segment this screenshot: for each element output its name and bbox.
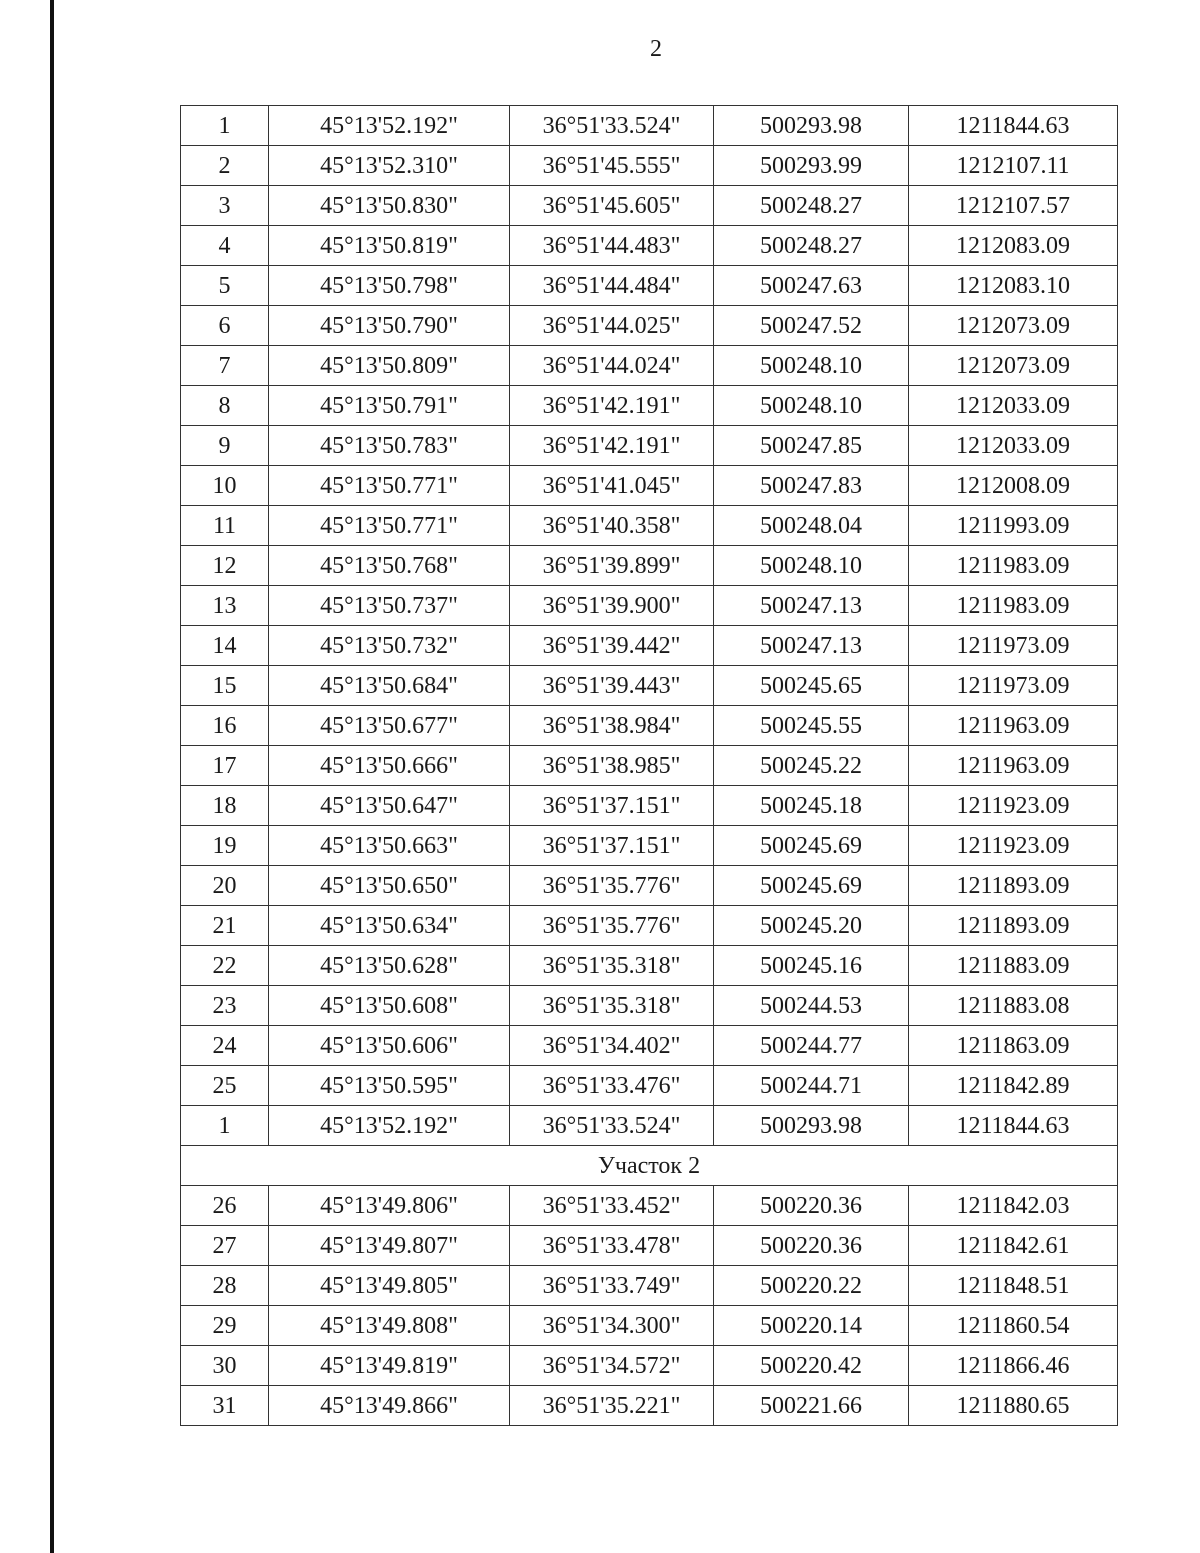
latitude-cell: 45°13'50.666" [269,746,510,786]
y-coordinate-cell: 1211844.63 [909,1106,1118,1146]
latitude-cell: 45°13'50.790" [269,306,510,346]
table-row [181,386,1118,426]
latitude-cell: 45°13'52.192" [269,106,510,146]
coordinates-table-body [181,106,1118,1426]
table-row [181,1026,1118,1066]
point-number-cell: 27 [181,1226,269,1266]
point-number-cell: 26 [181,1186,269,1226]
y-coordinate-cell: 1212033.09 [909,386,1118,426]
table-row [181,306,1118,346]
y-coordinate-cell: 1211963.09 [909,706,1118,746]
longitude-cell: 36°51'34.402" [510,1026,714,1066]
x-coordinate-cell: 500248.10 [714,546,909,586]
x-coordinate-cell: 500245.65 [714,666,909,706]
y-coordinate-cell: 1212107.11 [909,146,1118,186]
point-number-cell: 13 [181,586,269,626]
page-left-edge [50,0,54,1553]
page-number: 2 [650,36,662,62]
y-coordinate-cell: 1211973.09 [909,666,1118,706]
x-coordinate-cell: 500245.69 [714,826,909,866]
longitude-cell: 36°51'33.749" [510,1266,714,1306]
table-row [181,786,1118,826]
longitude-cell: 36°51'45.605" [510,186,714,226]
x-coordinate-cell: 500244.71 [714,1066,909,1106]
table-row [181,706,1118,746]
y-coordinate-cell: 1211973.09 [909,626,1118,666]
y-coordinate-cell: 1212033.09 [909,426,1118,466]
latitude-cell: 45°13'50.768" [269,546,510,586]
y-coordinate-cell: 1211842.03 [909,1186,1118,1226]
longitude-cell: 36°51'34.572" [510,1346,714,1386]
point-number-cell: 17 [181,746,269,786]
latitude-cell: 45°13'49.805" [269,1266,510,1306]
x-coordinate-cell: 500247.13 [714,586,909,626]
point-number-cell: 21 [181,906,269,946]
longitude-cell: 36°51'38.985" [510,746,714,786]
longitude-cell: 36°51'33.476" [510,1066,714,1106]
table-row [181,906,1118,946]
table-row [181,1226,1118,1266]
x-coordinate-cell: 500247.85 [714,426,909,466]
latitude-cell: 45°13'50.798" [269,266,510,306]
point-number-cell: 9 [181,426,269,466]
y-coordinate-cell: 1211866.46 [909,1346,1118,1386]
x-coordinate-cell: 500244.77 [714,1026,909,1066]
point-number-cell: 1 [181,106,269,146]
longitude-cell: 36°51'35.776" [510,866,714,906]
latitude-cell: 45°13'50.628" [269,946,510,986]
longitude-cell: 36°51'40.358" [510,506,714,546]
longitude-cell: 36°51'39.899" [510,546,714,586]
x-coordinate-cell: 500245.69 [714,866,909,906]
table-row [181,1266,1118,1306]
point-number-cell: 29 [181,1306,269,1346]
x-coordinate-cell: 500245.20 [714,906,909,946]
y-coordinate-cell: 1211963.09 [909,746,1118,786]
latitude-cell: 45°13'52.310" [269,146,510,186]
y-coordinate-cell: 1211842.61 [909,1226,1118,1266]
point-number-cell: 18 [181,786,269,826]
longitude-cell: 36°51'34.300" [510,1306,714,1346]
longitude-cell: 36°51'35.776" [510,906,714,946]
latitude-cell: 45°13'50.732" [269,626,510,666]
y-coordinate-cell: 1211893.09 [909,866,1118,906]
latitude-cell: 45°13'50.771" [269,506,510,546]
point-number-cell: 23 [181,986,269,1026]
point-number-cell: 11 [181,506,269,546]
longitude-cell: 36°51'35.318" [510,946,714,986]
point-number-cell: 5 [181,266,269,306]
table-row [181,1346,1118,1386]
table-row [181,1306,1118,1346]
latitude-cell: 45°13'50.783" [269,426,510,466]
x-coordinate-cell: 500220.14 [714,1306,909,1346]
longitude-cell: 36°51'33.452" [510,1186,714,1226]
x-coordinate-cell: 500220.42 [714,1346,909,1386]
x-coordinate-cell: 500293.99 [714,146,909,186]
point-number-cell: 1 [181,1106,269,1146]
table-row [181,826,1118,866]
table-row [181,186,1118,226]
point-number-cell: 15 [181,666,269,706]
latitude-cell: 45°13'50.830" [269,186,510,226]
table-row [181,546,1118,586]
point-number-cell: 4 [181,226,269,266]
latitude-cell: 45°13'49.806" [269,1186,510,1226]
x-coordinate-cell: 500245.16 [714,946,909,986]
point-number-cell: 7 [181,346,269,386]
x-coordinate-cell: 500244.53 [714,986,909,1026]
x-coordinate-cell: 500220.36 [714,1186,909,1226]
x-coordinate-cell: 500248.27 [714,186,909,226]
longitude-cell: 36°51'35.221" [510,1386,714,1426]
table-row [181,346,1118,386]
longitude-cell: 36°51'33.524" [510,106,714,146]
latitude-cell: 45°13'52.192" [269,1106,510,1146]
latitude-cell: 45°13'50.608" [269,986,510,1026]
x-coordinate-cell: 500220.22 [714,1266,909,1306]
coordinates-table [180,105,1118,1426]
x-coordinate-cell: 500247.52 [714,306,909,346]
longitude-cell: 36°51'42.191" [510,386,714,426]
table-row [181,266,1118,306]
latitude-cell: 45°13'50.595" [269,1066,510,1106]
latitude-cell: 45°13'50.684" [269,666,510,706]
x-coordinate-cell: 500247.13 [714,626,909,666]
point-number-cell: 3 [181,186,269,226]
longitude-cell: 36°51'39.900" [510,586,714,626]
table-row [181,986,1118,1026]
point-number-cell: 31 [181,1386,269,1426]
latitude-cell: 45°13'50.737" [269,586,510,626]
table-row [181,1186,1118,1226]
x-coordinate-cell: 500245.22 [714,746,909,786]
x-coordinate-cell: 500248.10 [714,346,909,386]
table-row [181,1106,1118,1146]
x-coordinate-cell: 500221.66 [714,1386,909,1426]
latitude-cell: 45°13'49.808" [269,1306,510,1346]
y-coordinate-cell: 1211983.09 [909,546,1118,586]
y-coordinate-cell: 1212073.09 [909,346,1118,386]
point-number-cell: 30 [181,1346,269,1386]
y-coordinate-cell: 1212107.57 [909,186,1118,226]
longitude-cell: 36°51'39.442" [510,626,714,666]
y-coordinate-cell: 1211848.51 [909,1266,1118,1306]
longitude-cell: 36°51'38.984" [510,706,714,746]
table-row [181,586,1118,626]
x-coordinate-cell: 500248.10 [714,386,909,426]
y-coordinate-cell: 1212083.10 [909,266,1118,306]
y-coordinate-cell: 1211860.54 [909,1306,1118,1346]
latitude-cell: 45°13'50.771" [269,466,510,506]
y-coordinate-cell: 1211842.89 [909,1066,1118,1106]
latitude-cell: 45°13'50.819" [269,226,510,266]
longitude-cell: 36°51'35.318" [510,986,714,1026]
point-number-cell: 20 [181,866,269,906]
longitude-cell: 36°51'33.478" [510,1226,714,1266]
table-row [181,946,1118,986]
section-label: Участок 2 [181,1146,1118,1186]
x-coordinate-cell: 500220.36 [714,1226,909,1266]
longitude-cell: 36°51'37.151" [510,786,714,826]
latitude-cell: 45°13'50.791" [269,386,510,426]
y-coordinate-cell: 1212008.09 [909,466,1118,506]
table-row [181,466,1118,506]
latitude-cell: 45°13'50.650" [269,866,510,906]
longitude-cell: 36°51'42.191" [510,426,714,466]
point-number-cell: 6 [181,306,269,346]
longitude-cell: 36°51'44.483" [510,226,714,266]
x-coordinate-cell: 500248.04 [714,506,909,546]
latitude-cell: 45°13'50.663" [269,826,510,866]
y-coordinate-cell: 1211883.09 [909,946,1118,986]
point-number-cell: 14 [181,626,269,666]
longitude-cell: 36°51'41.045" [510,466,714,506]
x-coordinate-cell: 500247.63 [714,266,909,306]
latitude-cell: 45°13'49.866" [269,1386,510,1426]
y-coordinate-cell: 1212083.09 [909,226,1118,266]
point-number-cell: 2 [181,146,269,186]
point-number-cell: 28 [181,1266,269,1306]
latitude-cell: 45°13'50.809" [269,346,510,386]
y-coordinate-cell: 1211844.63 [909,106,1118,146]
table-row [181,666,1118,706]
latitude-cell: 45°13'50.647" [269,786,510,826]
latitude-cell: 45°13'50.606" [269,1026,510,1066]
y-coordinate-cell: 1211893.09 [909,906,1118,946]
table-row [181,866,1118,906]
longitude-cell: 36°51'37.151" [510,826,714,866]
point-number-cell: 25 [181,1066,269,1106]
table-row [181,1066,1118,1106]
section-row [181,1146,1118,1186]
x-coordinate-cell: 500247.83 [714,466,909,506]
longitude-cell: 36°51'33.524" [510,1106,714,1146]
point-number-cell: 16 [181,706,269,746]
x-coordinate-cell: 500245.18 [714,786,909,826]
table-row [181,146,1118,186]
longitude-cell: 36°51'44.484" [510,266,714,306]
y-coordinate-cell: 1211983.09 [909,586,1118,626]
table-row [181,426,1118,466]
point-number-cell: 19 [181,826,269,866]
point-number-cell: 8 [181,386,269,426]
latitude-cell: 45°13'49.807" [269,1226,510,1266]
latitude-cell: 45°13'50.677" [269,706,510,746]
longitude-cell: 36°51'39.443" [510,666,714,706]
point-number-cell: 10 [181,466,269,506]
table-row [181,106,1118,146]
longitude-cell: 36°51'45.555" [510,146,714,186]
point-number-cell: 12 [181,546,269,586]
y-coordinate-cell: 1211863.09 [909,1026,1118,1066]
y-coordinate-cell: 1211880.65 [909,1386,1118,1426]
y-coordinate-cell: 1212073.09 [909,306,1118,346]
x-coordinate-cell: 500293.98 [714,1106,909,1146]
y-coordinate-cell: 1211923.09 [909,826,1118,866]
table-row [181,226,1118,266]
longitude-cell: 36°51'44.024" [510,346,714,386]
table-row [181,506,1118,546]
latitude-cell: 45°13'50.634" [269,906,510,946]
y-coordinate-cell: 1211993.09 [909,506,1118,546]
point-number-cell: 24 [181,1026,269,1066]
x-coordinate-cell: 500293.98 [714,106,909,146]
table-row [181,626,1118,666]
longitude-cell: 36°51'44.025" [510,306,714,346]
latitude-cell: 45°13'49.819" [269,1346,510,1386]
x-coordinate-cell: 500245.55 [714,706,909,746]
y-coordinate-cell: 1211883.08 [909,986,1118,1026]
point-number-cell: 22 [181,946,269,986]
table-row [181,1386,1118,1426]
table-row [181,746,1118,786]
x-coordinate-cell: 500248.27 [714,226,909,266]
y-coordinate-cell: 1211923.09 [909,786,1118,826]
